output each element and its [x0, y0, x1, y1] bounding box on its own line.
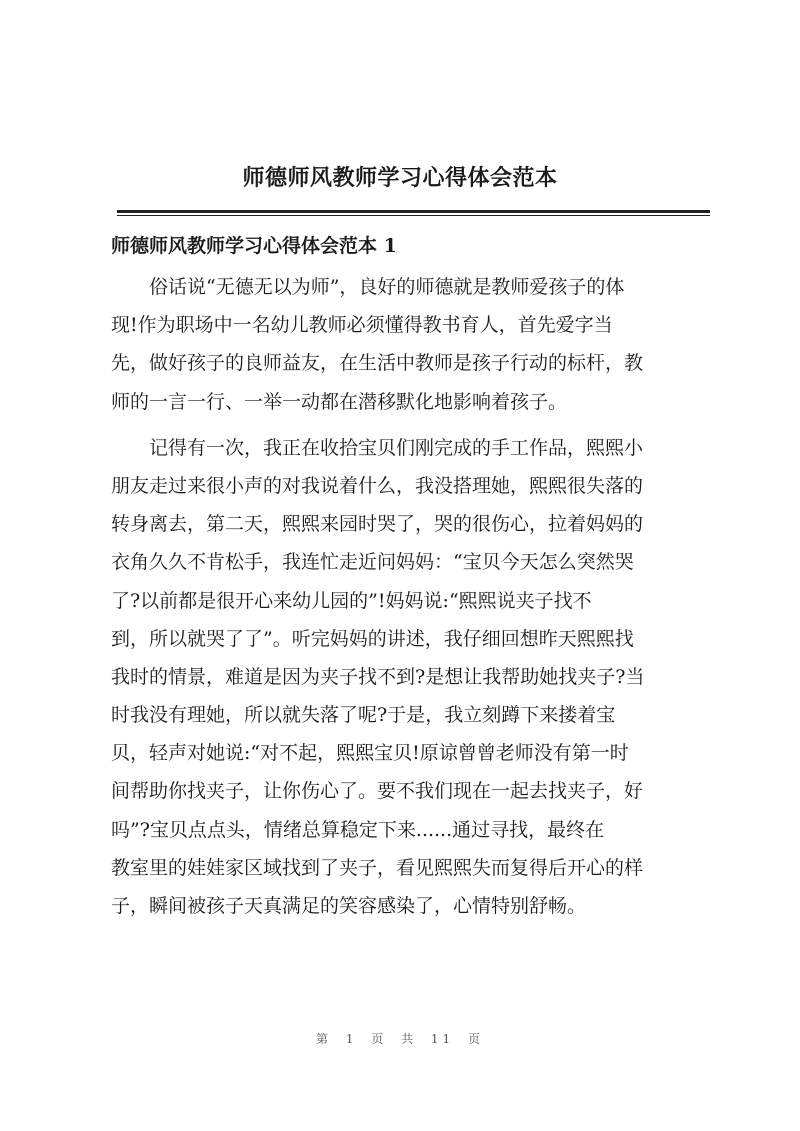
paragraph-line: 记得有一次，我正在收拾宝贝们刚完成的手工作品，熙熙小 — [111, 436, 644, 459]
paragraph-1 — [111, 268, 706, 421]
paragraph-line: 我时的情景，难道是因为夹子找不到?是想让我帮助她找夹子?当 — [111, 665, 645, 688]
paragraph-line: 俗话说“无德无以为师”，良好的师德就是教师爱孩子的体 — [111, 276, 625, 298]
document-title: 师德师风教师学习心得体会范本 — [242, 166, 558, 191]
paragraph-line: 先，做好孩子的良师益友，在生活中教师是孩子行动的标杆，教 — [111, 352, 644, 375]
paragraph-line: 了?以前都是很开心来幼儿园的”!妈妈说:“熙熙说夹子找不 — [111, 589, 592, 612]
paragraph-line: 朋友走过来很小声的对我说着什么，我没搭理她，熙熙很失落的 — [111, 474, 644, 497]
paragraph-2 — [111, 429, 706, 925]
paragraph-line: 衣角久久不肯松手，我连忙走近问妈妈：“宝贝今天怎么突然哭 — [111, 551, 634, 574]
paragraph-line: 教室里的娃娃家区域找到了夹子，看见熙熙失而复得后开心的样 — [111, 856, 644, 879]
paragraph-line: 子，瞬间被孩子天真满足的笑容感染了，心情特别舒畅。 — [111, 895, 587, 917]
document-body — [111, 268, 706, 925]
paragraph-line: 师的一言一行、一举一动都在潜移默化地影响着孩子。 — [111, 390, 568, 413]
page-number-footer: 第 1 页 共 11 页 — [316, 1032, 484, 1046]
paragraph-line: 时我没有理她，所以就失落了呢?于是，我立刻蹲下来搂着宝 — [111, 704, 616, 727]
paragraph-line: 转身离去，第二天，熙熙来园时哭了，哭的很伤心，拉着妈妈的 — [111, 513, 644, 536]
paragraph-line: 吗”?宝贝点点头，情绪总算稳定下来......通过寻找，最终在 — [111, 818, 605, 841]
paragraph-line: 现!作为职场中一名幼儿教师必须懂得教书育人，首先爱字当 — [111, 314, 613, 337]
title-divider — [117, 210, 710, 216]
section-heading: 师德师风教师学习心得体会范本 1 — [111, 235, 397, 257]
paragraph-line: 到，所以就哭了了”。听完妈妈的讲述，我仔细回想昨天熙熙找 — [111, 627, 634, 650]
paragraph-line: 间帮助你找夹子，让你伤心了。要不我们现在一起去找夹子，好 — [111, 780, 644, 803]
paragraph-line: 贝，轻声对她说:“对不起，熙熙宝贝!原谅曾曾老师没有第一时 — [111, 742, 629, 765]
